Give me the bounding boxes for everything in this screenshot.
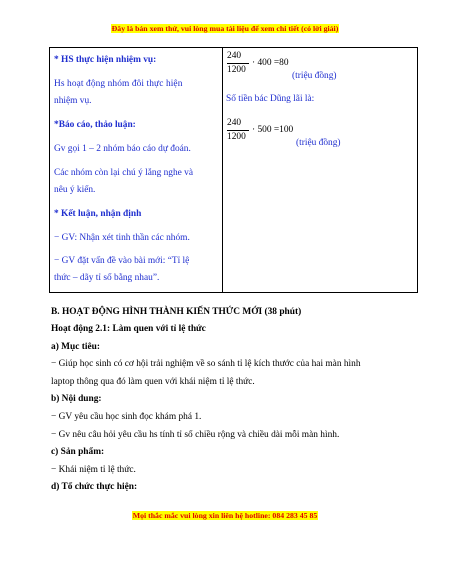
- teacher-activity-cell: [50, 48, 223, 293]
- fraction-2-denominator: 1200: [227, 132, 246, 142]
- conclusion-line-3: thức – dãy tỉ số bằng nhau”.: [54, 273, 160, 283]
- product-line-1: − Khái niệm tỉ lệ thức.: [51, 465, 136, 475]
- student-activity-cell: [223, 48, 418, 293]
- hotline-banner-text: Mọi thắc mắc vui lòng xin liên hệ hotline: 084 283 45 85: [132, 511, 318, 520]
- task-line-1: Hs hoạt động nhóm đôi thực hiện: [54, 79, 183, 89]
- activity-title: Hoạt động 2.1: Làm quen với tỉ lệ thức: [51, 324, 206, 334]
- organization-title: d) Tổ chức thực hiện:: [51, 482, 138, 492]
- report-line-1: Gv gọi 1 – 2 nhóm báo cáo dự đoán.: [54, 144, 191, 154]
- report-line-3: nêu ý kiến.: [54, 185, 96, 195]
- unit-label-1: (triệu đồng): [292, 71, 337, 81]
- lesson-table: [49, 47, 418, 293]
- task-line-2: nhiệm vụ.: [54, 96, 92, 106]
- fraction-1-expression: · 400 =80: [252, 58, 289, 68]
- fraction-2-expression: · 500 =100: [252, 125, 294, 135]
- fraction-1-numerator: 240: [227, 51, 242, 61]
- dung-profit-label: Số tiền bác Dũng lãi là:: [226, 94, 315, 104]
- unit-label-2: (triệu đồng): [296, 138, 341, 148]
- objective-line-1: − Giúp học sinh có cơ hội trải nghiệm về so sánh tỉ lệ kích thước của hai màn hình: [51, 359, 361, 369]
- heading-task: * HS thực hiện nhiệm vụ:: [54, 55, 157, 65]
- objective-title: a) Mục tiêu:: [51, 342, 100, 352]
- heading-conclusion: * Kết luận, nhận định: [54, 209, 142, 219]
- content-line-2: − Gv nêu câu hỏi yêu cầu hs tính tỉ số chiều rộng và chiều dài mỗi màn hình.: [51, 430, 340, 440]
- fraction-1-denominator: 1200: [227, 65, 246, 75]
- fraction-1-bar: [227, 63, 249, 64]
- product-title: c) Sản phẩm:: [51, 447, 105, 457]
- report-line-2: Các nhóm còn lại chú ý lắng nghe và: [54, 168, 194, 178]
- content-line-1: − GV yêu cầu học sinh đọc khám phá 1.: [51, 412, 202, 422]
- heading-report: *Báo cáo, thảo luận:: [54, 120, 136, 130]
- hotline-banner: [0, 511, 450, 520]
- preview-banner-text: Đây là bản xem thử, vui lòng mua tài liệu để xem chi tiết (có lời giải): [111, 24, 339, 33]
- conclusion-line-1: − GV: Nhận xét tinh thần các nhóm.: [54, 233, 190, 243]
- preview-banner: [0, 24, 450, 33]
- fraction-2-bar: [227, 130, 249, 131]
- objective-line-2: laptop thông qua đó làm quen với khái niệm tỉ lệ thức.: [51, 377, 255, 387]
- content-title: b) Nội dung:: [51, 394, 102, 404]
- fraction-2-numerator: 240: [227, 118, 242, 128]
- conclusion-line-2: − GV đặt vấn đề vào bài mới: “Tỉ lệ: [54, 256, 190, 266]
- section-heading: B. HOẠT ĐỘNG HÌNH THÀNH KIẾN THỨC MỚI (38 phút): [51, 307, 302, 317]
